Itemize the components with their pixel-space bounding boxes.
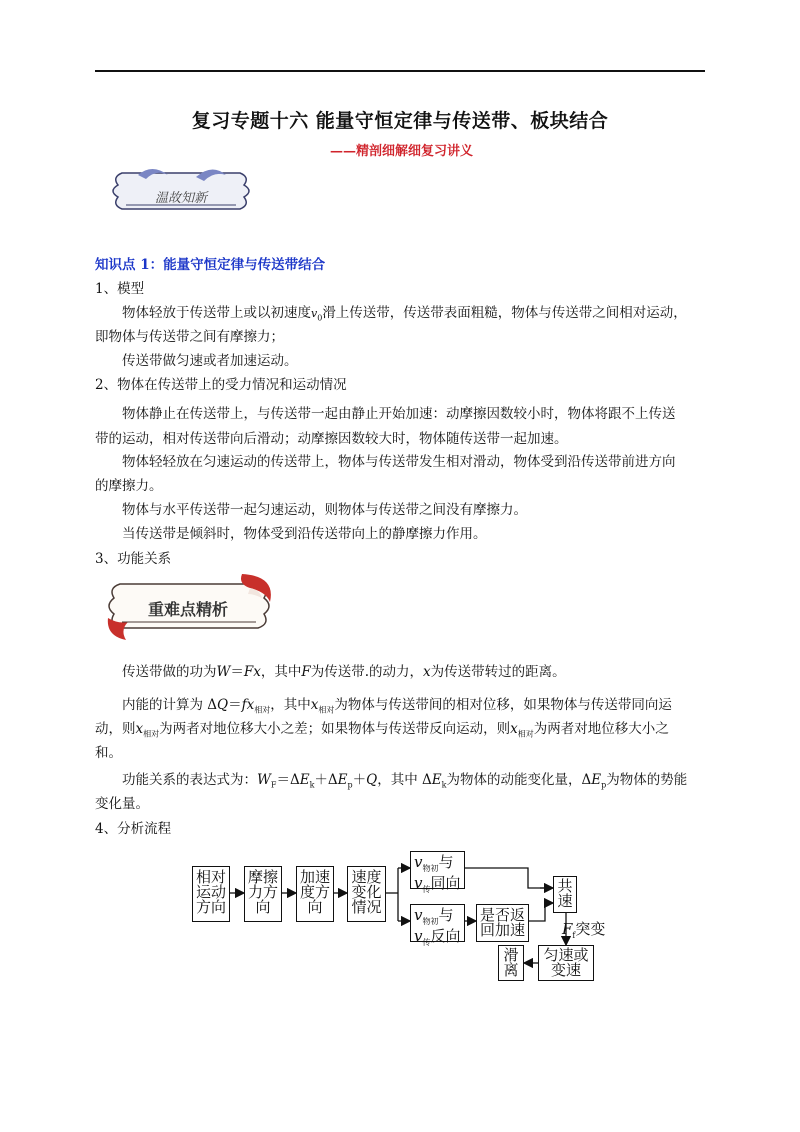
page-subtitle: ——精剖细解细复习讲义 xyxy=(330,144,474,159)
section-2-para-2-cont: 的摩擦力。 xyxy=(95,478,163,494)
section-1-para-1: 物体轻放于传送带上或以初速度$v_0$滑上传送带，传送带表面粗糙，物体与传送带之间相对运动， xyxy=(122,305,687,323)
section-3-heat-para-end: 和。 xyxy=(95,745,122,761)
section-3-work-formula: 传送带做的功为W＝Fx，其中F为传送带.的动力，x为传送带转过的距离。 xyxy=(122,664,566,680)
section-3-heat-para: 内能的计算为 $\Delta Q=fx_{相对}$，其中$x_{相对}$为物体与传送带间的相对位移，如果物体与传送带同向运 xyxy=(122,697,672,715)
section-4-heading: 4、分析流程 xyxy=(95,821,172,837)
section-1-para-1-cont: 即物体与传送带之间有摩擦力； xyxy=(95,329,284,345)
koi-fish-banner-icon xyxy=(100,572,278,642)
flow-box-return-acceleration: 是否返 回加速 xyxy=(476,904,529,942)
knowledge-point-title: 知识点 1：能量守恒定律与传送带结合 xyxy=(95,257,326,273)
flow-box-velocity-change: 速度 变化 情况 xyxy=(347,866,386,922)
flow-label-friction-change: $F_f$突变 xyxy=(562,920,606,940)
section-3-heat-para-cont: 动，则$x_{相对}$为两者对地位移大小之差；如果物体与传送带反向运动，则$x_{相对}$为两者对地位移大小之 xyxy=(95,721,669,739)
section-3-heading: 3、功能关系 xyxy=(95,551,172,567)
section-2-heading: 2、物体在传送带上的受力情况和运动情况 xyxy=(95,377,347,393)
flow-box-uniform-or-variable: 匀速或 变速 xyxy=(538,945,594,981)
section-1-heading: 1、模型 xyxy=(95,281,145,297)
section-3-relation-para: 功能关系的表达式为：$W_F=\Delta E_k+\Delta E_p+Q$，其中 $\Delta E_k$为物体的动能变化量，$\Delta E_p$为物体的势能 xyxy=(122,772,688,790)
page-title: 复习专题十六 能量守恒定律与传送带、板块结合 xyxy=(191,110,609,132)
flow-box-same-direction: $v_{物初}$与 $v_传$同向 xyxy=(410,851,465,889)
flow-box-opposite-direction: $v_{物初}$与 $v_传$反向 xyxy=(410,904,465,942)
section-3-relation-para-cont: 变化量。 xyxy=(95,796,149,812)
scroll-banner-icon xyxy=(108,165,254,217)
flow-box-acceleration-direction: 加速 度方 向 xyxy=(296,866,334,922)
flow-box-slide-off: 滑 离 xyxy=(498,945,524,981)
section-2-para-3: 物体与水平传送带一起匀速运动，则物体与传送带之间没有摩擦力。 xyxy=(122,502,527,518)
review-banner-text: 温故知新 xyxy=(154,191,208,206)
section-2-para-1-cont: 带的运动，相对传送带向后滑动；动摩擦因数较大时，物体随传送带一起加速。 xyxy=(95,431,568,447)
key-banner-text: 重难点精析 xyxy=(147,600,229,619)
section-1-para-2: 传送带做匀速或者加速运动。 xyxy=(122,353,298,369)
flow-box-common-velocity: 共 速 xyxy=(553,876,577,913)
flow-box-relative-motion: 相对 运动 方向 xyxy=(192,866,230,922)
section-2-para-1: 物体静止在传送带上，与传送带一起由静止开始加速：动摩擦因数较小时，物体将跟不上传送 xyxy=(122,406,676,422)
section-2-para-2: 物体轻轻放在匀速运动的传送带上，物体与传送带发生相对滑动，物体受到沿传送带前进方向 xyxy=(122,454,676,470)
header-rule xyxy=(95,70,705,72)
flow-box-friction-direction: 摩擦 力方 向 xyxy=(244,866,282,922)
section-2-para-4: 当传送带是倾斜时，物体受到沿传送带向上的静摩擦力作用。 xyxy=(122,526,487,542)
